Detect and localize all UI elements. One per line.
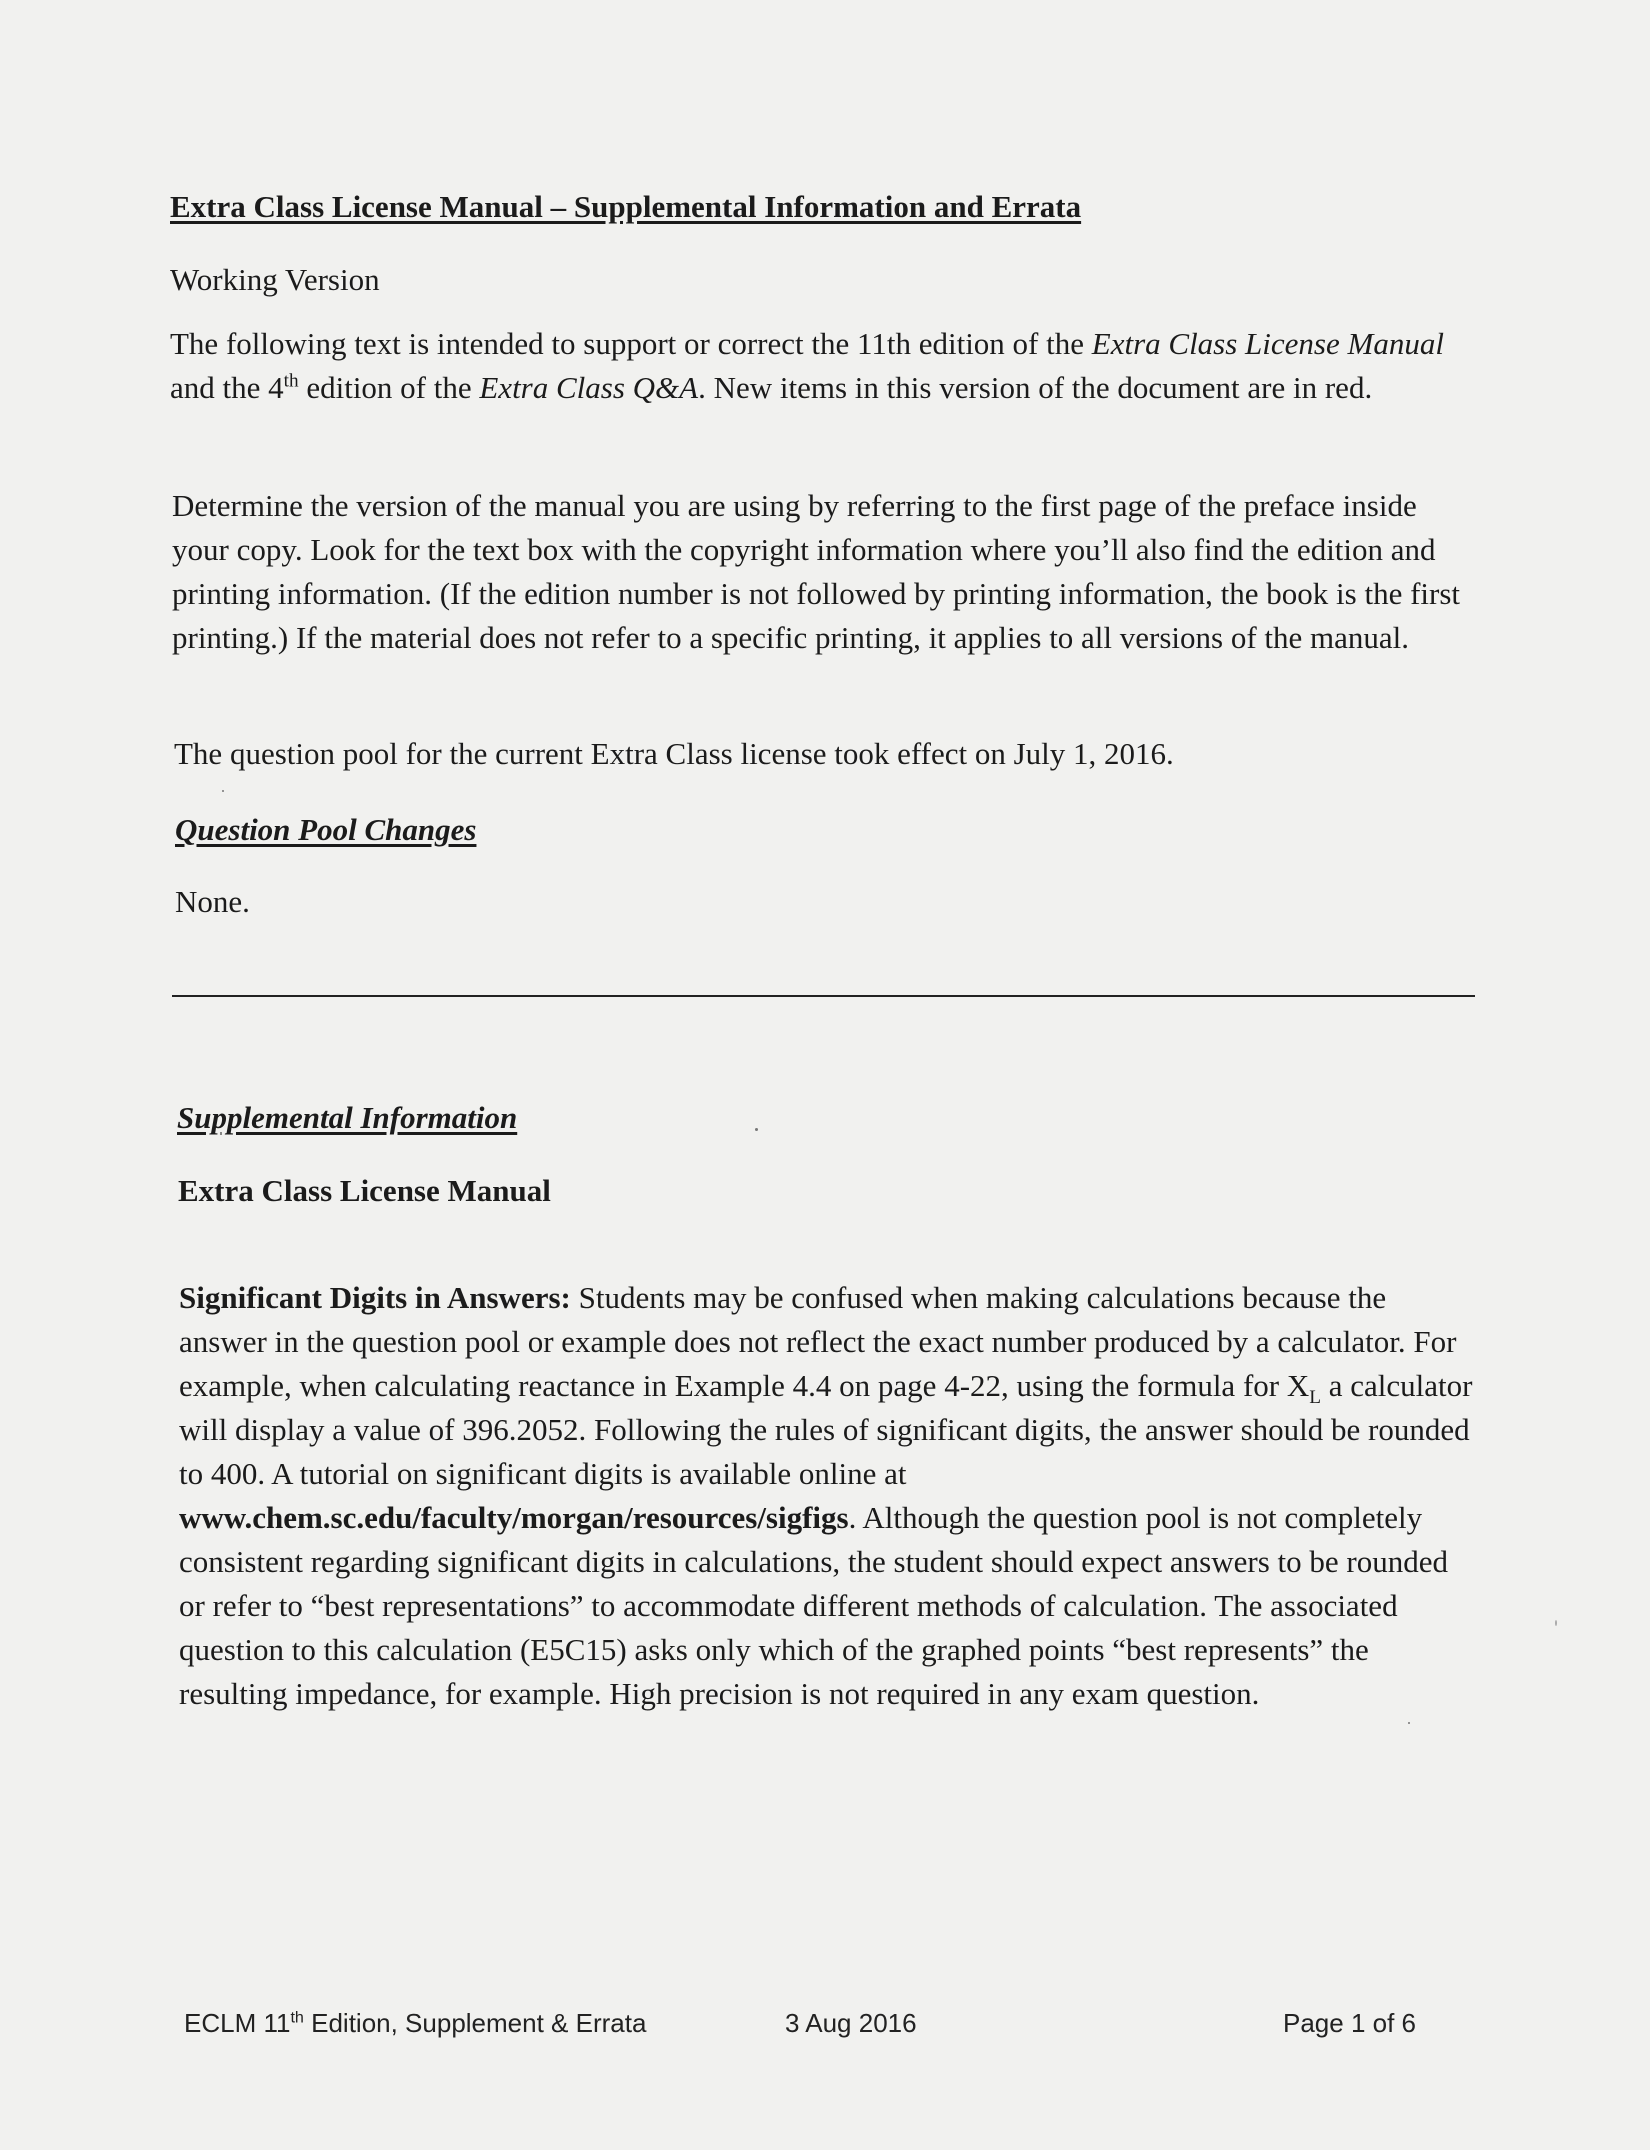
intro-paragraph [170,322,1470,410]
manual-subheading: Extra Class License Manual [178,1173,551,1208]
intro-text-2: and the 4 [170,370,284,405]
question-pool-changes-heading: Question Pool Changes [175,812,477,847]
footer-date: 3 Aug 2016 [785,2008,917,2038]
superscript-th: th [283,370,299,392]
question-pool-changes-body: None. [175,884,250,919]
scan-speck [755,1128,758,1131]
sig-text-2: a calculator will display a value of 396.2052. Following the rules of significant digits, the answer should be rounded to 400. A tutorial on significant digits is available online at [179,1368,1473,1491]
footer-page-number: Page 1 of 6 [1283,2008,1416,2038]
sig-text-3: . Although the question pool is not completely consistent regarding significant digits in calculations, the student should expect answers to be rounded or refer to “best representations” to accommodate different methods of calculation. The associated question to this calculation (E5C15) asks only which of the graphed points “best represents” the resulting impedance, for example. High precision is not required in any exam question. [179,1500,1448,1711]
significant-digits-paragraph [179,1276,1479,1716]
sig-text-1: Students may be confused when making calculations because the answer in the question pool or example does not reflect the exact number produced by a calculator. For example, when calculating reactance in Example 4.4 on page 4-22, using the formula for X [179,1280,1457,1403]
book-title-manual: Extra Class License Manual [1091,326,1444,361]
scan-speck [1408,1722,1410,1724]
document-title: Extra Class License Manual – Supplemental Information and Errata [170,189,1082,224]
question-pool-paragraph: The question pool for the current Extra Class license took effect on July 1, 2016. [174,736,1174,771]
significant-digits-lead: Significant Digits in Answers: [179,1280,571,1315]
intro-text-3: edition of the [298,370,480,405]
book-title-qa: Extra Class Q&A [479,370,699,405]
supplemental-information-heading: Supplemental Information [177,1100,518,1135]
footer-suffix: Edition, Supplement & Errata [303,2008,647,2038]
footer-superscript: th [290,2008,304,2027]
tutorial-url: www.chem.sc.edu/faculty/morgan/resources/sigfigs [179,1500,849,1535]
intro-text-4: . New items in this version of the document are in red. [698,370,1373,405]
intro-text-1: The following text is intended to support or correct the 11th edition of the [170,326,1092,361]
scan-speck [1555,1620,1557,1626]
determine-version-paragraph: Determine the version of the manual you are using by referring to the first page of the preface inside your copy. Look for the text box with the copyright information where you’ll also find the edition and printing information. (If the edition number is not followed by printing information, the book is the first printing.) If the material does not refer to a specific printing, it applies to all versions of the manual. [172,488,1461,655]
footer-prefix: ECLM 11 [184,2008,291,2038]
section-divider [172,995,1475,997]
scan-speck [222,790,224,792]
version-label: Working Version [170,262,380,297]
subscript-l: L [1309,1387,1321,1409]
footer-left [184,2005,646,2041]
